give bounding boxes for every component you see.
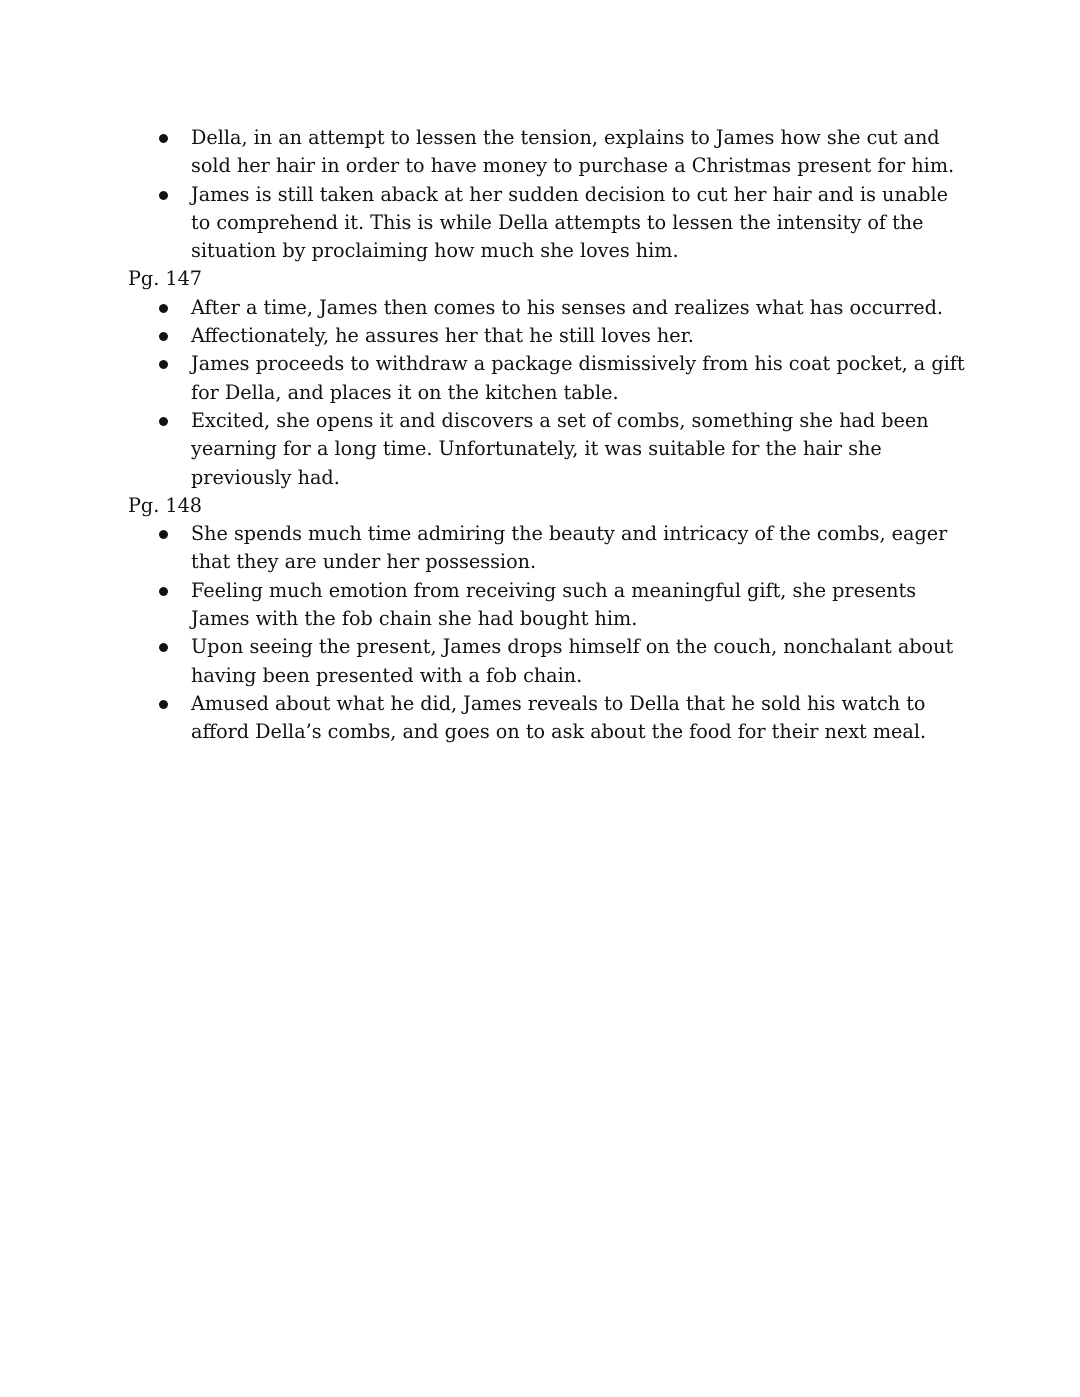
list-item <box>128 633 968 690</box>
list-item <box>128 407 968 492</box>
list-item <box>128 322 968 350</box>
list-item <box>128 577 968 634</box>
list-item <box>128 181 968 266</box>
bullet-icon <box>159 304 168 313</box>
list-item <box>128 520 968 577</box>
bullet-list-continued <box>128 124 968 265</box>
bullet-icon <box>159 417 168 426</box>
list-item <box>128 690 968 747</box>
bullet-list-page-147 <box>128 294 968 492</box>
bullet-text: James is still taken aback at her sudden decision to cut her hair and is unable to comprehend it. This is while Della attempts to lessen the intensity of the situation by proclaiming how much she loves him. <box>191 182 948 263</box>
bullet-text: Excited, she opens it and discovers a set of combs, something she had been yearning for a long time. Unfortunately, it was suitable for the hair she previously had. <box>191 408 929 489</box>
list-item <box>128 350 968 407</box>
bullet-icon <box>159 643 168 652</box>
bullet-icon <box>159 530 168 539</box>
notes-content <box>128 124 968 747</box>
bullet-text: James proceeds to withdraw a package dismissively from his coat pocket, a gift for Della, and places it on the kitchen table. <box>191 352 965 404</box>
bullet-icon <box>159 700 168 709</box>
bullet-text: She spends much time admiring the beauty and intricacy of the combs, eager that they are under her possession. <box>191 522 948 574</box>
bullet-icon <box>159 360 168 369</box>
bullet-text: After a time, James then comes to his senses and realizes what has occurred. <box>191 295 943 319</box>
bullet-text: Della, in an attempt to lessen the tension, explains to James how she cut and sold her hair in order to have money to purchase a Christmas present for him. <box>191 126 955 178</box>
page-heading-148: Pg. 148 <box>128 493 203 517</box>
bullet-list-page-148 <box>128 520 968 746</box>
bullet-text: Affectionately, he assures her that he still loves her. <box>191 324 694 348</box>
page-heading-147: Pg. 147 <box>128 267 203 291</box>
bullet-icon <box>159 191 168 200</box>
bullet-icon <box>159 332 168 341</box>
bullet-text: Amused about what he did, James reveals to Della that he sold his watch to afford Della’s combs, and goes on to ask about the food for their next meal. <box>191 691 927 744</box>
list-item <box>128 294 968 322</box>
bullet-icon <box>159 134 168 143</box>
bullet-icon <box>159 587 168 596</box>
list-item <box>128 124 968 181</box>
bullet-text: Feeling much emotion from receiving such a meaningful gift, she presents James with the fob chain she had bought him. <box>191 578 917 631</box>
bullet-text: Upon seeing the present, James drops himself on the couch, nonchalant about having been presented with a fob chain. <box>191 635 954 687</box>
